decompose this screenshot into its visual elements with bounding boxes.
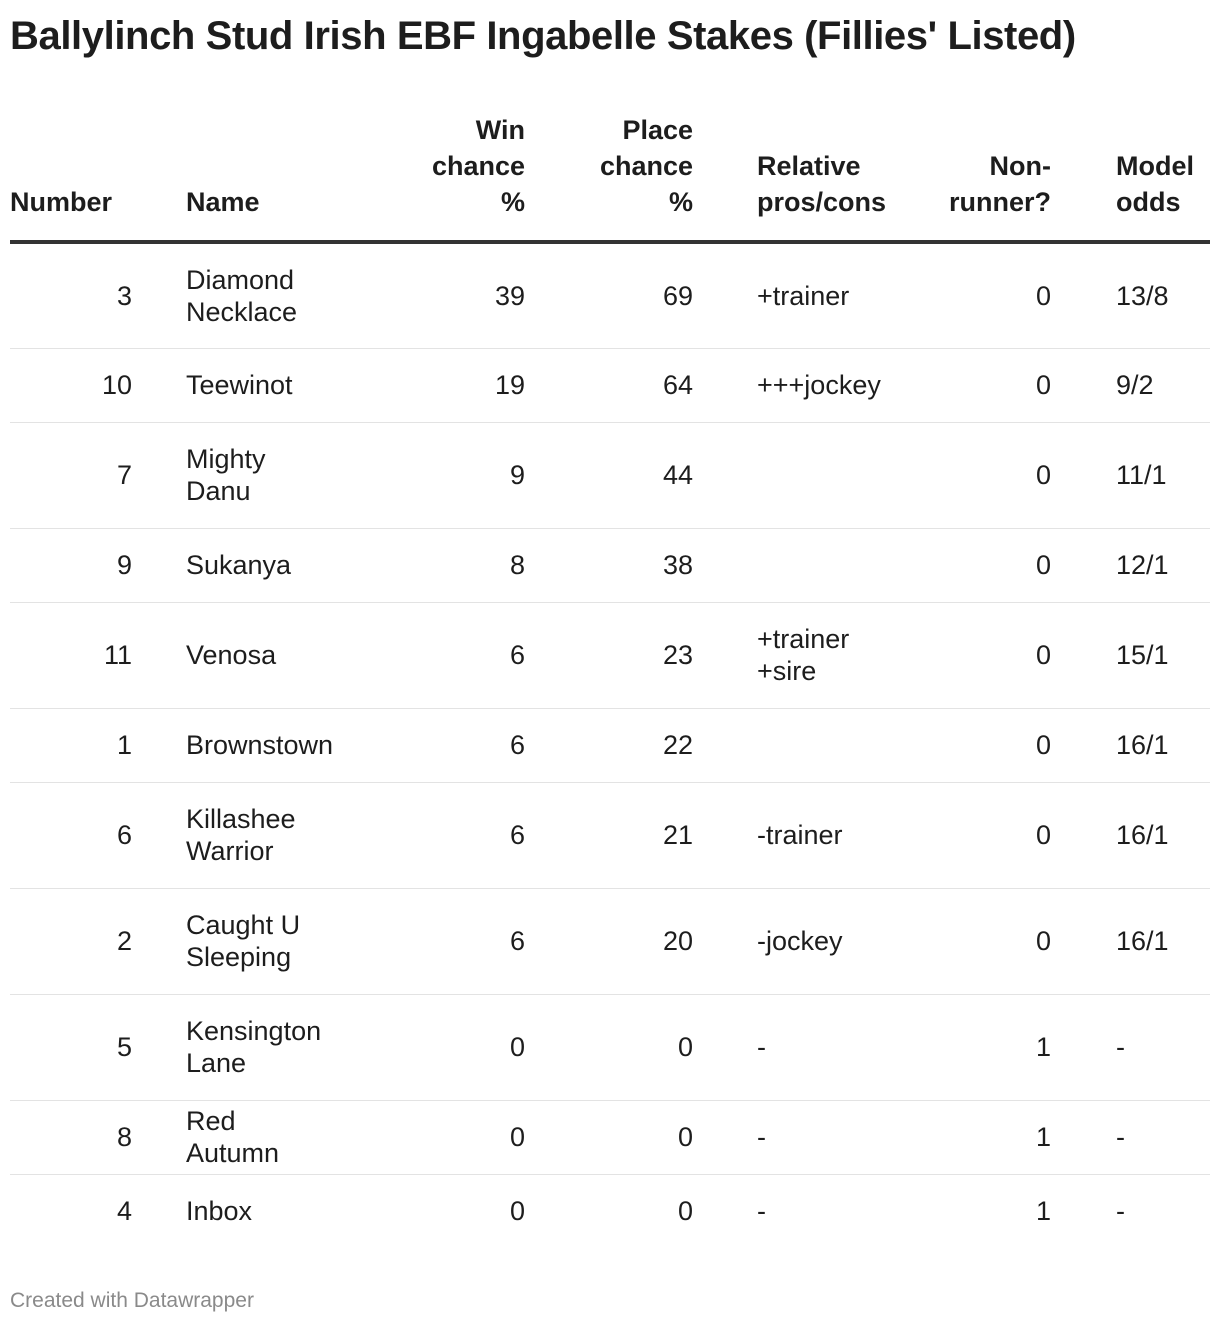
cell-non-runner: 1	[880, 1100, 1051, 1174]
cell-name	[158, 1174, 353, 1248]
cell-pros-cons-text: +trainer +sire	[757, 624, 850, 686]
cell-place-chance: 0	[525, 994, 693, 1100]
cell-name-text: Kensington Lane	[186, 1016, 322, 1078]
cell-model-odds: 9/2	[1051, 348, 1210, 422]
table-row	[10, 602, 1210, 708]
table-row	[10, 888, 1210, 994]
cell-pros-cons	[693, 782, 880, 888]
column-header-place-chance-label: Place chance %	[599, 115, 693, 217]
cell-win-chance: 39	[353, 242, 525, 348]
cell-name-text: Killashee Warrior	[186, 804, 296, 866]
cell-place-chance: 0	[525, 1100, 693, 1174]
cell-win-chance: 6	[353, 602, 525, 708]
table-row	[10, 1100, 1210, 1174]
cell-non-runner: 0	[880, 708, 1051, 782]
column-header-model-odds	[1051, 112, 1210, 242]
cell-win-chance: 19	[353, 348, 525, 422]
column-header-non-runner-label: Non-runner?	[948, 151, 1051, 217]
cell-win-chance: 0	[509, 1196, 525, 1227]
cell-pros-cons	[693, 1100, 880, 1174]
cell-non-runner: 0	[880, 782, 1051, 888]
cell-number: 1	[10, 708, 158, 782]
table-row	[10, 242, 1210, 348]
cell-pros-cons-text: -jockey	[757, 926, 843, 956]
column-header-win-chance	[353, 112, 525, 242]
column-header-number: Number	[10, 112, 158, 242]
cell-win-chance: 6	[353, 782, 525, 888]
cell-model-odds: 15/1	[1051, 602, 1210, 708]
cell-model-odds: 11/1	[1051, 422, 1210, 528]
column-header-name: Name	[158, 112, 353, 242]
cell-pros-cons-text: +++jockey	[757, 370, 881, 400]
cell-pros-cons	[693, 242, 880, 348]
cell-name	[158, 708, 353, 782]
cell-name-text: Sukanya	[186, 550, 292, 580]
cell-pros-cons-text: -	[757, 1122, 766, 1152]
cell-non-runner: 0	[880, 422, 1051, 528]
cell-name	[158, 1100, 353, 1174]
cell-pros-cons	[693, 602, 880, 708]
cell-name	[158, 782, 353, 888]
cell-pros-cons-text: -trainer	[757, 820, 843, 850]
column-header-pros-cons-label: Relative pros/cons	[757, 151, 887, 217]
cell-pros-cons-text: +trainer	[757, 280, 850, 311]
cell-model-odds: 12/1	[1051, 528, 1210, 602]
cell-non-runner: 0	[880, 242, 1051, 348]
cell-name-text: Brownstown	[186, 730, 334, 760]
cell-non-runner: 0	[880, 602, 1051, 708]
cell-pros-cons	[693, 1174, 880, 1248]
cell-name-text: Diamond Necklace	[186, 264, 298, 327]
column-header-win-chance-label: Win chance %	[431, 115, 525, 217]
cell-win-chance: 0	[353, 994, 525, 1100]
cell-name	[158, 422, 353, 528]
cell-win-chance: 8	[353, 528, 525, 602]
cell-number: 6	[10, 782, 158, 888]
cell-model-odds: 13/8	[1051, 242, 1210, 348]
cell-name-text: Mighty Danu	[186, 444, 266, 506]
cell-pros-cons	[693, 888, 880, 994]
cell-name-text: Teewinot	[186, 370, 293, 400]
cell-model-odds: 16/1	[1051, 782, 1210, 888]
cell-non-runner: 1	[880, 994, 1051, 1100]
cell-name	[158, 602, 353, 708]
cell-name-text: Caught U Sleeping	[186, 910, 301, 972]
column-header-place-chance	[525, 112, 693, 242]
cell-place-chance: 38	[525, 528, 693, 602]
cell-pros-cons	[693, 708, 880, 782]
column-header-non-runner	[880, 112, 1051, 242]
cell-win-chance: 6	[353, 708, 525, 782]
cell-model-odds: 16/1	[1051, 888, 1210, 994]
cell-place-chance: 23	[525, 602, 693, 708]
cell-place-chance: 0	[677, 1196, 693, 1227]
cell-number: 4	[116, 1196, 132, 1227]
cell-number: 8	[10, 1100, 158, 1174]
cell-win-chance: 6	[353, 888, 525, 994]
cell-model-odds: -	[1116, 1196, 1125, 1227]
cell-pros-cons	[693, 422, 880, 528]
cell-number: 7	[10, 422, 158, 528]
cell-pros-cons	[693, 348, 880, 422]
cell-name	[158, 888, 353, 994]
cell-name-text: Red Autumn	[186, 1106, 280, 1168]
cell-model-odds: 16/1	[1051, 708, 1210, 782]
table-row	[10, 782, 1210, 888]
cell-win-chance: 9	[353, 422, 525, 528]
cell-non-runner: 0	[880, 528, 1051, 602]
cell-pros-cons	[693, 994, 880, 1100]
cell-name	[158, 242, 353, 348]
cell-number: 2	[10, 888, 158, 994]
odds-table	[10, 112, 1210, 1248]
cell-place-chance: 20	[525, 888, 693, 994]
table-row	[10, 708, 1210, 782]
cell-pros-cons-text: -	[757, 1032, 766, 1062]
column-header-model-odds-label: Model odds	[1116, 151, 1194, 217]
cell-number: 3	[10, 242, 158, 348]
cell-place-chance: 21	[525, 782, 693, 888]
cell-name	[158, 528, 353, 602]
chart-title: Ballylinch Stud Irish EBF Ingabelle Stakes (Fillies' Listed)	[10, 14, 1076, 58]
column-header-pros-cons	[693, 112, 887, 242]
cell-place-chance: 44	[525, 422, 693, 528]
cell-name	[158, 994, 353, 1100]
cell-win-chance: 0	[353, 1100, 525, 1174]
table-row	[10, 1174, 1210, 1248]
cell-place-chance: 22	[525, 708, 693, 782]
table-row	[10, 994, 1210, 1100]
cell-name-text: Venosa	[186, 640, 277, 670]
table-row	[10, 528, 1210, 602]
cell-pros-cons	[693, 528, 880, 602]
cell-number: 5	[10, 994, 158, 1100]
cell-non-runner: 0	[880, 348, 1051, 422]
cell-place-chance: 69	[525, 242, 693, 348]
cell-number: 9	[10, 528, 158, 602]
table-body	[10, 242, 1210, 1248]
cell-name-text: Inbox	[186, 1196, 253, 1227]
footer-credit: Created with Datawrapper	[10, 1289, 254, 1312]
cell-pros-cons-text: -	[757, 1196, 766, 1227]
table-row	[10, 348, 1210, 422]
table-row	[10, 422, 1210, 528]
cell-name	[158, 348, 353, 422]
table-header-row	[10, 112, 1210, 242]
cell-non-runner: 1	[1035, 1196, 1051, 1227]
cell-number: 11	[10, 602, 158, 708]
cell-place-chance: 64	[525, 348, 693, 422]
cell-model-odds: -	[1051, 994, 1210, 1100]
cell-number: 10	[10, 348, 158, 422]
cell-model-odds: -	[1051, 1100, 1210, 1174]
cell-non-runner: 0	[880, 888, 1051, 994]
